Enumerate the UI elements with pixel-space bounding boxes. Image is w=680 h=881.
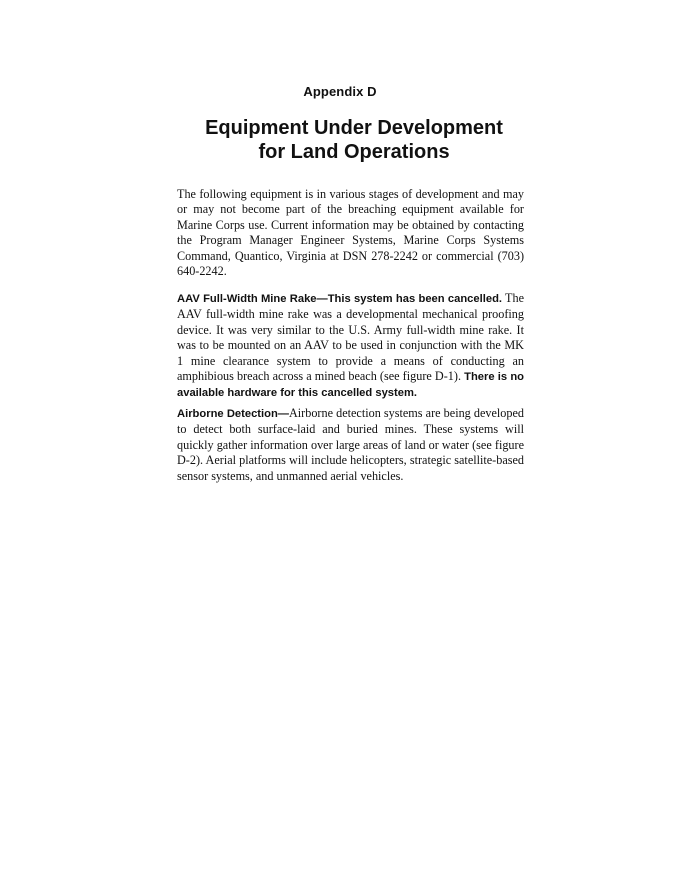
airborne-detection-heading: Airborne Detection— (177, 408, 289, 420)
intro-paragraph: The following equipment is in various stages of development and may or may not become part of the breaching equipment available for Marine Corps use. Current information may be obtained by contacting the Program Manager Engineer Systems, Marine Corps Systems Command, Quantico, Virginia at DSN 278-2242 or commercial (703) 640-2242. (177, 187, 524, 279)
appendix-label: Appendix D (303, 84, 377, 99)
aav-mine-rake-paragraph (177, 291, 524, 402)
aav-mine-rake-body: The AAV full-width mine rake was a developmental mechanical proofing device. It was very similar to the U.S. Army full-width mine rake. It was to be mounted on an AAV to be used in conjunction with the MK 1 mine clearance system to provide a means of conducting an amphibious breach across a mined beach (see figure D-1). (177, 291, 524, 384)
airborne-detection-body: Airborne detection systems are being developed to detect both surface-laid and buried mines. These systems will quickly gather information over large areas of land or water (see figure D-2). Aerial platforms will include helicopters, strategic satellite-based sensor systems, and unmanned aerial vehicles. (177, 406, 524, 483)
aav-mine-rake-note: There is no available hardware for this cancelled system. (177, 371, 524, 400)
aav-mine-rake-heading: AAV Full-Width Mine Rake—This system has been cancelled. (177, 293, 503, 305)
page-title (0, 116, 680, 164)
airborne-detection-paragraph (177, 406, 524, 484)
page-title-line-1: Equipment Under Development (205, 117, 503, 139)
page-title-line-2: for Land Operations (258, 141, 450, 163)
